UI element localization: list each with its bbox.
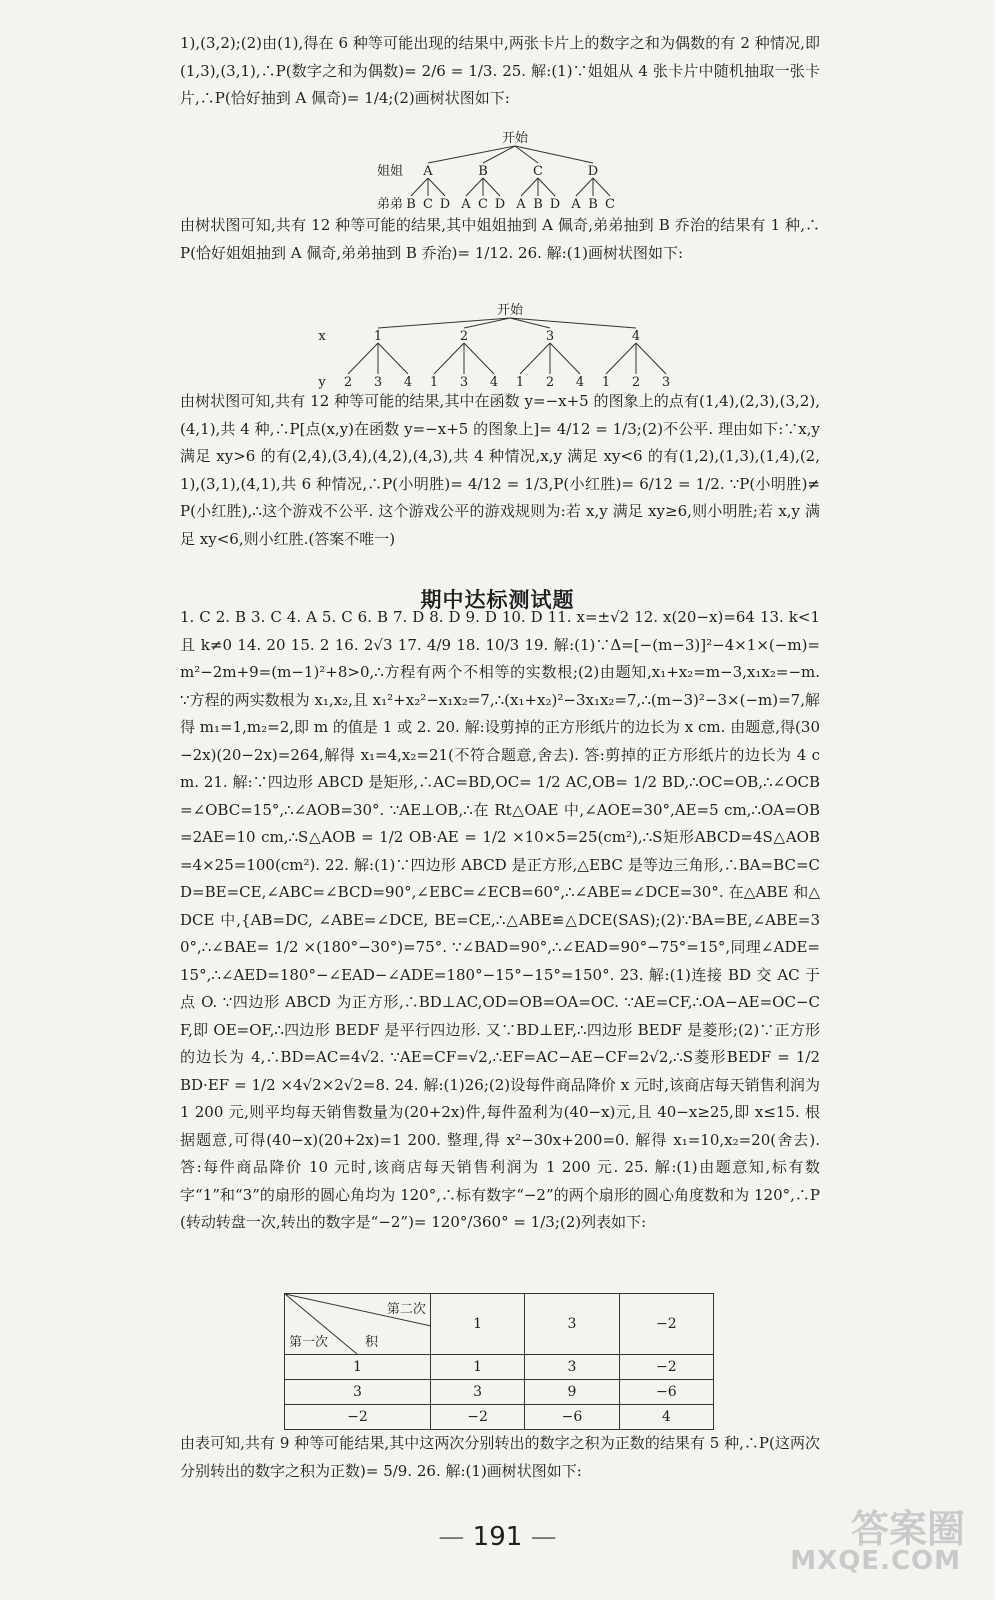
watermark-bottom: MXQE.COM — [790, 1546, 961, 1576]
tree-node-level2: A — [516, 197, 526, 212]
tree-node-level2: 1 — [601, 375, 611, 390]
tree-node-level2: D — [494, 197, 506, 212]
tree-branch — [428, 146, 515, 163]
tree-node-level1: A — [423, 164, 433, 179]
tree-branch — [483, 146, 515, 163]
table-row — [285, 1355, 714, 1380]
tree-node-level2: D — [549, 197, 561, 212]
table-header-second: 第二次 — [386, 1302, 426, 1317]
page-number-dash: — — [438, 1522, 465, 1552]
table-cell: −2 — [430, 1405, 524, 1430]
tree-node-level2: 2 — [631, 375, 641, 390]
tree-node-level2: C — [605, 197, 615, 212]
watermark-top: 答案圈 — [850, 1507, 965, 1551]
tree-node-level2: 4 — [575, 375, 585, 390]
tree-level2-label: 弟弟 — [376, 197, 404, 212]
table-cell: 3 — [430, 1380, 524, 1405]
tree-branch — [428, 178, 445, 196]
section-title: 期中达标测试题 — [420, 588, 575, 612]
tree-node-level2: 3 — [661, 375, 671, 390]
table-col-header: −2 — [619, 1294, 713, 1355]
tree-diagram-xy-svg — [300, 302, 700, 392]
table-header-first: 第一次 — [289, 1335, 329, 1350]
tree-node-level1: B — [478, 164, 488, 179]
table-cell: 9 — [525, 1380, 619, 1405]
tree-node-level2: 1 — [515, 375, 525, 390]
tree-branch — [378, 343, 408, 374]
tree-diagram-cards — [300, 130, 700, 219]
table-cell: 3 — [525, 1355, 619, 1380]
tree-node-level2: D — [439, 197, 451, 212]
paragraph-q25-q26: 由树状图可知,共有 12 种等可能的结果,其中姐姐抽到 A 佩奇,弟弟抽到 B 乔治的结果有 1 种,∴P(恰好姐姐抽到 A 佩奇,弟弟抽到 B 乔治)= 1/12. 26. 解:(1)画树状图如下: — [180, 216, 820, 262]
tree-node-level2: 3 — [373, 375, 383, 390]
tree-node-level2: B — [588, 197, 598, 212]
watermark-logo — [785, 1498, 965, 1578]
tree-branch — [466, 178, 483, 196]
tree-node-level1: 1 — [373, 329, 383, 344]
table-corner-cell — [285, 1294, 431, 1355]
tree-branch — [636, 343, 666, 374]
tree-diagram-cards-svg — [300, 130, 700, 215]
table-header-row — [285, 1294, 714, 1355]
table-row-label: 3 — [285, 1380, 431, 1405]
paragraph-q25-conclusion: 由表可知,共有 9 种等可能结果,其中这两次分别转出的数字之积为正数的结果有 5 种,∴P(这两次分别转出的数字之积为正数)= 5/9. 26. 解:(1)画树状图如下: — [180, 1434, 820, 1480]
table-col-header: 3 — [525, 1294, 619, 1355]
tree-node-level1: 4 — [631, 329, 641, 344]
tree-node-level2: C — [478, 197, 488, 212]
tree-node-level2: B — [406, 197, 416, 212]
page-number-value: 191 — [472, 1522, 523, 1552]
tree-node-level2: 2 — [545, 375, 555, 390]
tree-branch — [411, 178, 428, 196]
tree-node-level1: C — [533, 164, 543, 179]
table-row-label: −2 — [285, 1405, 431, 1430]
table-col-header: 1 — [430, 1294, 524, 1355]
tree-branch — [378, 318, 510, 328]
product-table — [284, 1293, 714, 1430]
tree-node-level2: 1 — [429, 375, 439, 390]
tree-branch — [483, 178, 500, 196]
table-row — [285, 1380, 714, 1405]
table-cell: 4 — [619, 1405, 713, 1430]
tree-node-level2: 4 — [403, 375, 413, 390]
table-row-label: 1 — [285, 1355, 431, 1380]
tree-branch — [521, 178, 538, 196]
table-cell: −2 — [619, 1355, 713, 1380]
tree-branch — [550, 343, 580, 374]
tree-branch — [606, 343, 636, 374]
tree-node-level2: A — [571, 197, 581, 212]
tree-node-level2: 4 — [489, 375, 499, 390]
table-header-product: 积 — [365, 1335, 379, 1350]
tree-node-level1: 2 — [459, 329, 469, 344]
table-cell: −6 — [525, 1405, 619, 1430]
tree-branch — [593, 178, 610, 196]
tree-branch — [464, 343, 494, 374]
tree-level2-label: y — [318, 375, 326, 390]
tree-node-level2: A — [461, 197, 471, 212]
paragraph-q26-answer: 由树状图可知,共有 12 种等可能的结果,其中在函数 y=−x+5 的图象上的点有(1,4),(2,3),(3,2),(4,1),共 4 种,∴P[点(x,y)在函数 y=−x+5 的图象上]= 4/12 = 1/3;(2)不公平. 理由如下:∵x,y 满足 xy>6 的有(2,4),(3,4),(4,2),(4,3),共 4 种情况,x,y 满足 xy<6 的有(1,2),(1,3),(1,4),(2,1),(3,1),(4,1),共 6 种情况,∴P(小明胜)= 4/12 = 1/3,P(小红胜)= 6/12 = 1/2. ∵P(小明胜)≠P(小红胜),∴这个游戏不公平. 这个游戏公平的游戏规则为:若 x,y 满足 xy≥6,则小明胜;若 x,y 满足 xy<6,则小红胜.(答案不唯一) — [180, 392, 820, 548]
table-row — [285, 1405, 714, 1430]
tree-branch — [576, 178, 593, 196]
tree-branch — [434, 343, 464, 374]
tree-level1-label: x — [318, 329, 326, 344]
table-cell: −6 — [619, 1380, 713, 1405]
tree-branch — [348, 343, 378, 374]
table-cell: 1 — [430, 1355, 524, 1380]
tree-node-level2: B — [533, 197, 543, 212]
tree-diagram-xy — [300, 302, 700, 396]
tree-root-label: 开始 — [496, 303, 524, 318]
page-number-dash: — — [530, 1522, 557, 1552]
tree-level1-label: 姐姐 — [376, 164, 404, 179]
tree-node-level2: 3 — [459, 375, 469, 390]
tree-branch — [538, 178, 555, 196]
tree-branch — [520, 343, 550, 374]
tree-node-level1: D — [587, 164, 599, 179]
tree-node-level1: 3 — [545, 329, 555, 344]
paragraph-q24-q25: 1),(3,2);(2)由(1),得在 6 种等可能出现的结果中,两张卡片上的数字之和为偶数的有 2 种情况,即(1,3),(3,1),∴P(数字之和为偶数)= 2/6 = 1/3. 25. 解:(1)∵姐姐从 4 张卡片中随机抽取一张卡片,∴P(恰好抽到 A 佩奇)= 1/4;(2)画树状图如下: — [180, 34, 820, 107]
tree-node-level2: 2 — [343, 375, 353, 390]
paragraph-midterm-answers: 1. C 2. B 3. C 4. A 5. C 6. B 7. D 8. D 9. D 10. D 11. x=±√2 12. x(20−x)=64 13. k<1 且 k≠0 14. 20 15. 2 16. 2√3 17. 4/9 18. 10/3 19. 解:(1)∵Δ=[−(m−3)]²−4×1×(−m)=m²−2m+9=(m−1)²+8>0,∴方程有两个不相等的实数根;(2)由题知,x₁+x₂=m−3,x₁x₂=−m. ∵方程的两实数根为 x₁,x₂,且 x₁²+x₂²−x₁x₂=7,∴(x₁+x₂)²−3x₁x₂=7,∴(m−3)²−3×(−m)=7,解得 m₁=1,m₂=2,即 m 的值是 1 或 2. 20. 解:设剪掉的正方形纸片的边长为 x cm. 由题意,得(30−2x)(20−2x)=264,解得 x₁=4,x₂=21(不符合题意,舍去). 答:剪掉的正方形纸片的边长为 4 cm. 21. 解:∵四边形 ABCD 是矩形,∴AC=BD,OC= 1/2 AC,OB= 1/2 BD,∴OC=OB,∴∠OCB=∠OBC=15°,∴∠AOB=30°. ∵AE⊥OB,∴在 Rt△OAE 中,∠AOE=30°,AE=5 cm,∴OA=OB=2AE=10 cm,∴S△AOB = 1/2 OB·AE = 1/2 ×10×5=25(cm²),∴S矩形ABCD=4S△AOB=4×25=100(cm²). 22. 解:(1)∵四边形 ABCD 是正方形,△EBC 是等边三角形,∴BA=BC=CD=BE=CE,∠ABC=∠BCD=90°,∠EBC=∠ECB=60°,∴∠ABE=∠DCE=30°. 在△ABE 和△DCE 中,{AB=DC, ∠ABE=∠DCE, BE=CE,∴△ABE≌△DCE(SAS);(2)∵BA=BE,∠ABE=30°,∴∠BAE= 1/2 ×(180°−30°)=75°. ∵∠BAD=90°,∴∠EAD=90°−75°=15°,同理∠ADE=15°,∴∠AED=180°−∠EAD−∠ADE=180°−15°−15°=150°. 23. 解:(1)连接 BD 交 AC 于点 O. ∵四边形 ABCD 为正方形,∴BD⊥AC,OD=OB=OA=OC. ∵AE=CF,∴OA−AE=OC−CF,即 OE=OF,∴四边形 BEDF 是平行四边形. 又∵BD⊥EF,∴四边形 BEDF 是菱形;(2)∵正方形的边长为 4,∴BD=AC=4√2. ∵AE=CF=√2,∴EF=AC−AE−CF=2√2,∴S菱形BEDF = 1/2 BD·EF = 1/2 ×4√2×2√2=8. 24. 解:(1)26;(2)设每件商品降价 x 元时,该商店每天销售利润为 1 200 元,则平均每天销售数量为(20+2x)件,每件盈利为(40−x)元,且 40−x≥25,即 x≤15. 根据题意,可得(40−x)(20+2x)=1 200. 整理,得 x²−30x+200=0. 解得 x₁=10,x₂=20(舍去). 答:每件商品降价 10 元时,该商店每天销售利润为 1 200 元. 25. 解:(1)由题意知,标有数字“1”和“3”的扇形的圆心角均为 120°,∴标有数字“−2”的两个扇形的圆心角度数和为 120°,∴P(转动转盘一次,转出的数字是“−2”)= 120°/360° = 1/3;(2)列表如下: — [180, 608, 820, 1231]
tree-root-label: 开始 — [501, 131, 529, 146]
tree-node-level2: C — [423, 197, 433, 212]
